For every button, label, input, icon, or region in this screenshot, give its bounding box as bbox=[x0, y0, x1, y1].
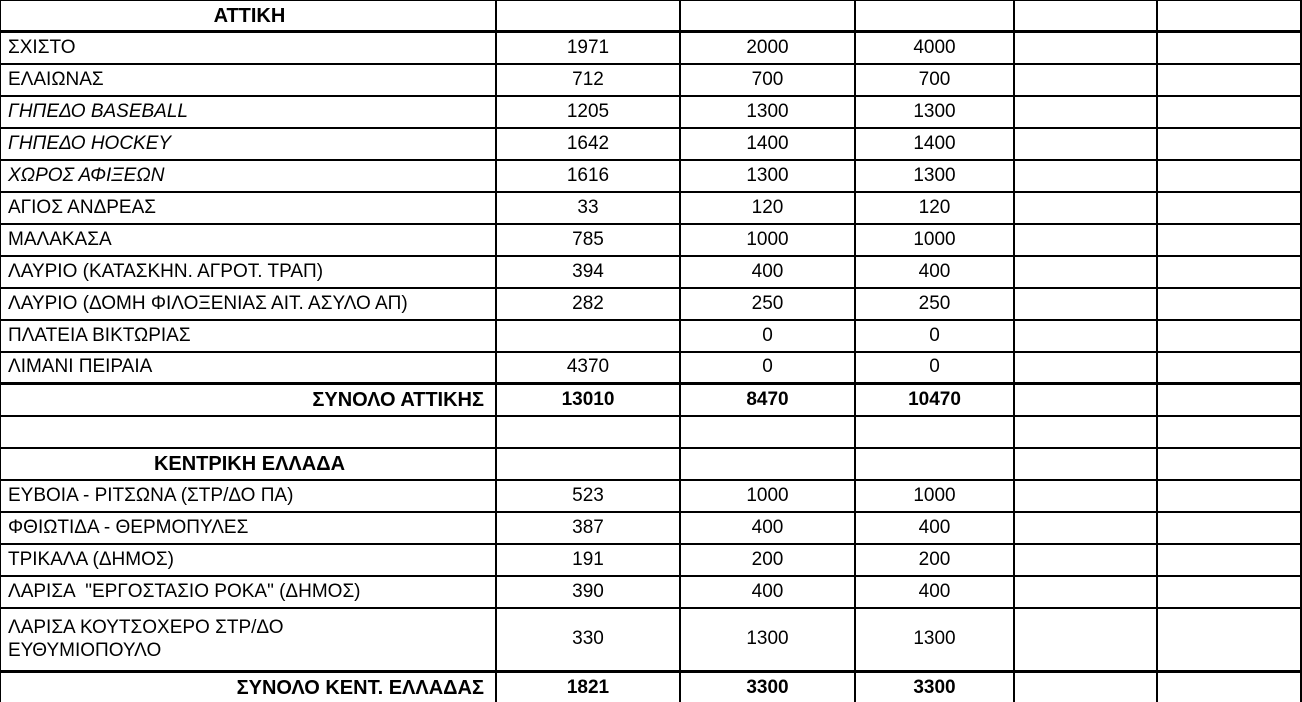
value-cell-col4[interactable] bbox=[856, 257, 1015, 287]
value-cell-col2[interactable] bbox=[497, 353, 681, 382]
value-text: 400 bbox=[751, 516, 784, 538]
value-text: 10470 bbox=[908, 388, 961, 410]
value-text: 1616 bbox=[566, 164, 610, 186]
value-cell-col2[interactable] bbox=[497, 257, 681, 287]
site-name-cell[interactable] bbox=[1, 289, 497, 319]
value-cell-col2[interactable] bbox=[497, 481, 681, 511]
total-row bbox=[1, 673, 1302, 702]
value-text: 3300 bbox=[746, 676, 789, 698]
site-name-text: ΣΥΝΟΛΟ ΚΕΝΤ. ΕΛΛΑΔΑΣ bbox=[236, 677, 484, 699]
table-row bbox=[1, 289, 1302, 321]
site-name-text: ΛΑΡΙΣΑ "ΕΡΓΟΣΤΑΣΙΟ ΡΟΚΑ" (ΔΗΜΟΣ) bbox=[8, 580, 361, 602]
table-row bbox=[1, 545, 1302, 577]
value-cell-col3[interactable] bbox=[681, 193, 856, 223]
value-cell-col2[interactable] bbox=[497, 513, 681, 543]
value-text: 1400 bbox=[913, 132, 956, 154]
site-name-cell[interactable] bbox=[1, 161, 497, 191]
empty-cell-col6[interactable] bbox=[1158, 321, 1302, 351]
empty-cell-col6[interactable] bbox=[1158, 257, 1302, 287]
site-name-text: ΠΛΑΤΕΙΑ ΒΙΚΤΩΡΙΑΣ bbox=[8, 324, 191, 346]
value-text: 1971 bbox=[566, 36, 610, 58]
value-cell-col3[interactable] bbox=[681, 97, 856, 127]
value-cell-col4[interactable] bbox=[856, 225, 1015, 255]
site-name-text: ΛΑΥΡΙΟ (ΔΟΜΗ ΦΙΛΟΞΕΝΙΑΣ ΑΙΤ. ΑΣΥΛΟ ΑΠ) bbox=[8, 292, 408, 314]
value-text: 1300 bbox=[913, 100, 956, 122]
value-cell-col4[interactable] bbox=[856, 161, 1015, 191]
site-name-cell[interactable] bbox=[1, 65, 497, 95]
table-row bbox=[1, 353, 1302, 385]
table-row bbox=[1, 33, 1302, 65]
value-text: 1400 bbox=[746, 132, 789, 154]
empty-cell-col5[interactable] bbox=[1015, 289, 1158, 319]
value-text: 1000 bbox=[913, 228, 956, 250]
value-cell-col3[interactable] bbox=[681, 129, 856, 159]
empty-cell-col5[interactable] bbox=[1015, 129, 1158, 159]
table-row bbox=[1, 225, 1302, 257]
empty-cell-col5[interactable] bbox=[1015, 353, 1158, 382]
site-name-cell[interactable] bbox=[1, 33, 497, 63]
section-header-cell[interactable] bbox=[1, 449, 497, 479]
value-cell-col4[interactable] bbox=[856, 609, 1015, 670]
empty-cell-col6[interactable] bbox=[1158, 33, 1302, 63]
value-cell-col2[interactable] bbox=[497, 65, 681, 95]
value-cell-col3[interactable] bbox=[681, 385, 856, 415]
value-cell-col4[interactable] bbox=[856, 97, 1015, 127]
value-text: 250 bbox=[751, 292, 784, 314]
value-text: 4000 bbox=[913, 36, 956, 58]
empty-cell-col5[interactable] bbox=[1015, 1, 1158, 30]
value-text: 400 bbox=[751, 260, 784, 282]
empty-cell-col5[interactable] bbox=[1015, 257, 1158, 287]
value-cell-col2[interactable] bbox=[497, 577, 681, 607]
value-cell-col3[interactable] bbox=[681, 257, 856, 287]
value-text: 4370 bbox=[566, 356, 610, 378]
value-text: 200 bbox=[918, 548, 951, 570]
value-cell-col4[interactable] bbox=[856, 1, 1015, 30]
table-row bbox=[1, 513, 1302, 545]
value-text: 1300 bbox=[746, 164, 789, 186]
value-text: 1821 bbox=[566, 676, 610, 698]
value-cell-col4[interactable] bbox=[856, 289, 1015, 319]
value-text: 400 bbox=[751, 580, 784, 602]
empty-cell-col6[interactable] bbox=[1158, 385, 1302, 415]
value-cell-col3[interactable] bbox=[681, 577, 856, 607]
value-text: 1000 bbox=[913, 484, 956, 506]
value-text: 3300 bbox=[913, 676, 956, 698]
blank-row bbox=[1, 417, 1302, 449]
value-text: 1300 bbox=[913, 628, 956, 650]
value-text: 1300 bbox=[746, 100, 789, 122]
total-label-cell[interactable] bbox=[1, 385, 497, 415]
site-name-text: ΛΑΥΡΙΟ (ΚΑΤΑΣΚΗΝ. ΑΓΡΟΤ. ΤΡΑΠ) bbox=[8, 260, 324, 282]
table-row bbox=[1, 97, 1302, 129]
site-name-cell[interactable] bbox=[1, 609, 497, 670]
table-row bbox=[1, 257, 1302, 289]
site-name-cell[interactable] bbox=[1, 225, 497, 255]
value-cell-col2[interactable] bbox=[497, 33, 681, 63]
section-header-row bbox=[1, 449, 1302, 481]
table-row bbox=[1, 161, 1302, 193]
site-name-text: ΚΕΝΤΡΙΚΗ ΕΛΛΑΔΑ bbox=[153, 453, 346, 475]
site-name-text: ΤΡΙΚΑΛΑ (ΔΗΜΟΣ) bbox=[8, 548, 174, 570]
value-text: 1642 bbox=[566, 132, 610, 154]
empty-cell-col6[interactable] bbox=[1158, 449, 1302, 479]
empty-cell-col6[interactable] bbox=[1158, 1, 1302, 30]
value-text: 700 bbox=[751, 68, 784, 90]
table-row bbox=[1, 129, 1302, 161]
table-row bbox=[1, 609, 1302, 673]
table-row bbox=[1, 193, 1302, 225]
value-cell-col4[interactable] bbox=[856, 449, 1015, 479]
site-name-cell[interactable] bbox=[1, 417, 497, 447]
site-name-text: ΜΑΛΑΚΑΣΑ bbox=[8, 228, 112, 250]
value-cell-col3[interactable] bbox=[681, 289, 856, 319]
site-name-text: ΛΙΜΑΝΙ ΠΕΙΡΑΙΑ bbox=[8, 356, 153, 378]
empty-cell-col6[interactable] bbox=[1158, 481, 1302, 511]
value-text: 1300 bbox=[913, 164, 956, 186]
value-cell-col2[interactable] bbox=[497, 545, 681, 575]
value-cell-col3[interactable] bbox=[681, 417, 856, 447]
empty-cell-col5[interactable] bbox=[1015, 65, 1158, 95]
empty-cell-col5[interactable] bbox=[1015, 321, 1158, 351]
section-header-row bbox=[1, 1, 1302, 33]
empty-cell-col6[interactable] bbox=[1158, 417, 1302, 447]
value-cell-col2[interactable] bbox=[497, 161, 681, 191]
empty-cell-col6[interactable] bbox=[1158, 513, 1302, 543]
value-cell-col3[interactable] bbox=[681, 353, 856, 382]
site-name-text: ΑΤΤΙΚΗ bbox=[213, 4, 286, 27]
site-name-cell[interactable] bbox=[1, 545, 497, 575]
value-cell-col3[interactable] bbox=[681, 1, 856, 30]
value-cell-col2[interactable] bbox=[497, 321, 681, 351]
value-text: 700 bbox=[918, 68, 951, 90]
value-text: 282 bbox=[572, 292, 604, 314]
site-name-text-line2: ΕΥΘΥΜΙΟΠΟΥΛΟ bbox=[8, 639, 162, 661]
value-text: 120 bbox=[918, 196, 951, 218]
value-cell-col3[interactable] bbox=[681, 545, 856, 575]
value-cell-col2[interactable] bbox=[497, 225, 681, 255]
value-cell-col4[interactable] bbox=[856, 481, 1015, 511]
site-name-text: ΧΩΡΟΣ ΑΦΙΞΕΩΝ bbox=[8, 164, 165, 186]
value-text: 1000 bbox=[746, 228, 789, 250]
site-name-cell[interactable] bbox=[1, 257, 497, 287]
site-name-text: ΓΗΠΕΔΟ BASEBALL bbox=[8, 100, 188, 122]
site-name-cell[interactable] bbox=[1, 193, 497, 223]
value-cell-col3[interactable] bbox=[681, 609, 856, 670]
empty-cell-col6[interactable] bbox=[1158, 673, 1302, 702]
value-cell-col2[interactable] bbox=[497, 129, 681, 159]
site-name-text: ΦΘΙΩΤΙΔΑ - ΘΕΡΜΟΠΥΛΕΣ bbox=[8, 516, 249, 538]
value-text: 1000 bbox=[746, 484, 789, 506]
empty-cell-col5[interactable] bbox=[1015, 385, 1158, 415]
site-name-cell[interactable] bbox=[1, 481, 497, 511]
site-name-text: ΕΥΒΟΙΑ - ΡΙΤΣΩΝΑ (ΣΤΡ/ΔΟ ΠΑ) bbox=[8, 484, 294, 506]
site-name-text: ΓΗΠΕΔΟ HOCKEY bbox=[8, 132, 172, 154]
value-text: 330 bbox=[572, 628, 604, 650]
value-cell-col3[interactable] bbox=[681, 65, 856, 95]
value-cell-col3[interactable] bbox=[681, 481, 856, 511]
value-text: 387 bbox=[572, 516, 604, 538]
value-text: 0 bbox=[762, 324, 773, 346]
empty-cell-col5[interactable] bbox=[1015, 609, 1158, 670]
value-cell-col3[interactable] bbox=[681, 161, 856, 191]
value-cell-col3[interactable] bbox=[681, 673, 856, 702]
value-text: 2000 bbox=[746, 36, 789, 58]
empty-cell-col6[interactable] bbox=[1158, 97, 1302, 127]
table-row bbox=[1, 65, 1302, 97]
value-cell-col4[interactable] bbox=[856, 129, 1015, 159]
value-cell-col4[interactable] bbox=[856, 353, 1015, 382]
empty-cell-col5[interactable] bbox=[1015, 545, 1158, 575]
value-text: 120 bbox=[751, 196, 784, 218]
value-cell-col4[interactable] bbox=[856, 33, 1015, 63]
value-cell-col2[interactable] bbox=[497, 193, 681, 223]
empty-cell-col6[interactable] bbox=[1158, 225, 1302, 255]
value-cell-col3[interactable] bbox=[681, 513, 856, 543]
value-text: 390 bbox=[572, 580, 604, 602]
empty-cell-col5[interactable] bbox=[1015, 481, 1158, 511]
section-header-cell[interactable] bbox=[1, 1, 497, 30]
site-name-cell[interactable] bbox=[1, 129, 497, 159]
value-cell-col3[interactable] bbox=[681, 33, 856, 63]
empty-cell-col6[interactable] bbox=[1158, 193, 1302, 223]
value-cell-col2[interactable] bbox=[497, 673, 681, 702]
value-cell-col2[interactable] bbox=[497, 385, 681, 415]
empty-cell-col5[interactable] bbox=[1015, 225, 1158, 255]
site-name-cell[interactable] bbox=[1, 321, 497, 351]
site-name-cell[interactable] bbox=[1, 353, 497, 382]
site-name-text: ΑΓΙΟΣ ΑΝΔΡΕΑΣ bbox=[8, 196, 157, 218]
table-row bbox=[1, 321, 1302, 353]
value-text: 0 bbox=[762, 356, 773, 378]
empty-cell-col5[interactable] bbox=[1015, 33, 1158, 63]
value-text: 0 bbox=[929, 356, 940, 378]
value-text: 712 bbox=[572, 68, 604, 90]
value-cell-col3[interactable] bbox=[681, 449, 856, 479]
value-text: 400 bbox=[918, 516, 951, 538]
total-label-cell[interactable] bbox=[1, 673, 497, 702]
value-cell-col2[interactable] bbox=[497, 449, 681, 479]
empty-cell-col5[interactable] bbox=[1015, 97, 1158, 127]
value-text: 200 bbox=[751, 548, 784, 570]
empty-cell-col5[interactable] bbox=[1015, 577, 1158, 607]
site-name-cell[interactable] bbox=[1, 97, 497, 127]
value-text: 13010 bbox=[561, 388, 615, 410]
site-name-text: ΕΛΑΙΩΝΑΣ bbox=[8, 68, 104, 90]
table-row bbox=[1, 481, 1302, 513]
value-cell-col4[interactable] bbox=[856, 65, 1015, 95]
value-text: 394 bbox=[572, 260, 604, 282]
site-name-cell[interactable] bbox=[1, 513, 497, 543]
empty-cell-col6[interactable] bbox=[1158, 289, 1302, 319]
empty-cell-col6[interactable] bbox=[1158, 545, 1302, 575]
value-cell-col2[interactable] bbox=[497, 97, 681, 127]
value-text: 400 bbox=[918, 260, 951, 282]
value-cell-col3[interactable] bbox=[681, 321, 856, 351]
value-cell-col2[interactable] bbox=[497, 417, 681, 447]
value-text: 1300 bbox=[746, 628, 789, 650]
empty-cell-col6[interactable] bbox=[1158, 65, 1302, 95]
empty-cell-col5[interactable] bbox=[1015, 673, 1158, 702]
value-cell-col4[interactable] bbox=[856, 193, 1015, 223]
value-cell-col2[interactable] bbox=[497, 289, 681, 319]
table-row bbox=[1, 577, 1302, 609]
value-text: 250 bbox=[918, 292, 951, 314]
empty-cell-col5[interactable] bbox=[1015, 193, 1158, 223]
value-cell-col4[interactable] bbox=[856, 545, 1015, 575]
value-text: 523 bbox=[572, 484, 604, 506]
site-name-text: ΣΧΙΣΤΟ bbox=[8, 36, 76, 58]
empty-cell-col6[interactable] bbox=[1158, 577, 1302, 607]
value-text: 785 bbox=[572, 228, 604, 250]
value-cell-col4[interactable] bbox=[856, 513, 1015, 543]
empty-cell-col6[interactable] bbox=[1158, 161, 1302, 191]
empty-cell-col5[interactable] bbox=[1015, 513, 1158, 543]
total-row bbox=[1, 385, 1302, 417]
empty-cell-col6[interactable] bbox=[1158, 129, 1302, 159]
empty-cell-col5[interactable] bbox=[1015, 417, 1158, 447]
site-name-cell[interactable] bbox=[1, 577, 497, 607]
site-name-text: ΛΑΡΙΣΑ ΚΟΥΤΣΟΧΕΡΟ ΣΤΡ/ΔΟ bbox=[8, 616, 284, 638]
empty-cell-col6[interactable] bbox=[1158, 609, 1302, 670]
value-cell-col4[interactable] bbox=[856, 321, 1015, 351]
value-cell-col3[interactable] bbox=[681, 225, 856, 255]
empty-cell-col5[interactable] bbox=[1015, 449, 1158, 479]
empty-cell-col5[interactable] bbox=[1015, 161, 1158, 191]
value-text: 191 bbox=[572, 548, 604, 570]
value-cell-col4[interactable] bbox=[856, 577, 1015, 607]
value-cell-col2[interactable] bbox=[497, 609, 681, 670]
empty-cell-col6[interactable] bbox=[1158, 353, 1302, 382]
value-text: 400 bbox=[918, 580, 951, 602]
value-cell-col2[interactable] bbox=[497, 1, 681, 30]
value-cell-col4[interactable] bbox=[856, 673, 1015, 702]
value-text: 33 bbox=[577, 196, 599, 218]
site-name-text: ΣΥΝΟΛΟ ΑΤΤΙΚΗΣ bbox=[312, 389, 484, 411]
value-text: 8470 bbox=[746, 388, 789, 410]
value-text: 0 bbox=[929, 324, 940, 346]
value-text: 1205 bbox=[566, 100, 610, 122]
value-cell-col4[interactable] bbox=[856, 417, 1015, 447]
value-cell-col4[interactable] bbox=[856, 385, 1015, 415]
